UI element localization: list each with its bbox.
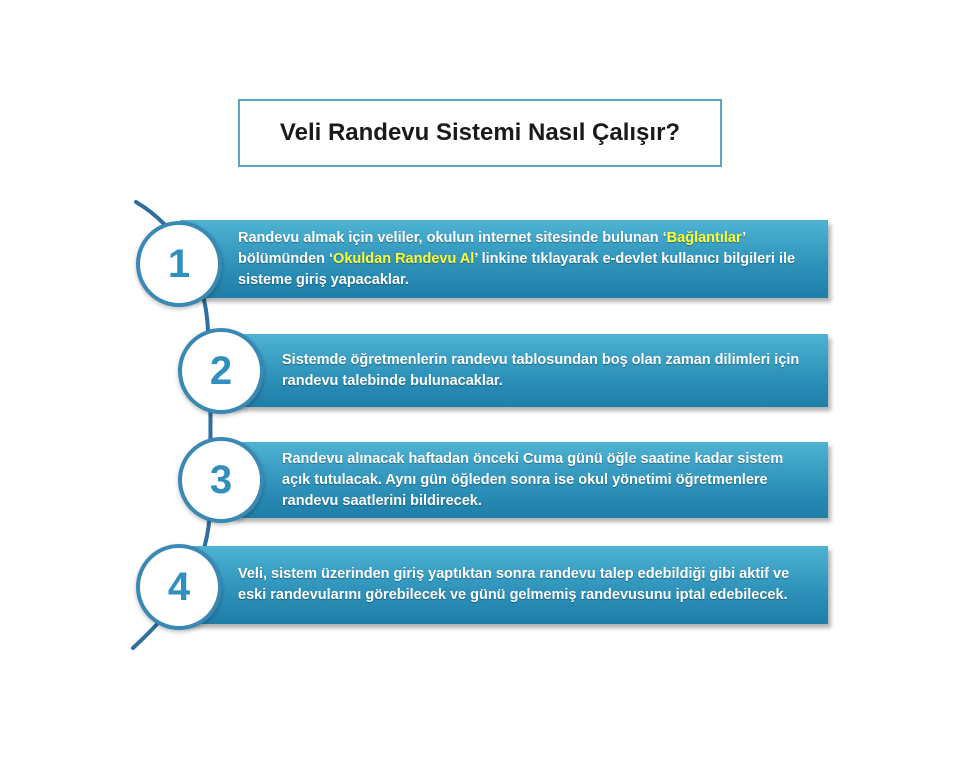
step-1-highlight-baglantilar: Bağlantılar: [666, 229, 743, 246]
step-text-4: [238, 564, 814, 606]
step-text-1: [238, 228, 816, 291]
step-bar-4: [180, 546, 828, 624]
step-text-2: [282, 350, 814, 392]
step-number-2: 2: [209, 348, 233, 393]
step-bar-3: [232, 442, 828, 518]
step-circle-4: [136, 544, 222, 630]
step-circle-2: [178, 328, 264, 414]
step-bar-1: [180, 220, 828, 298]
step-number-3: 3: [209, 457, 233, 502]
step-1-text-a: Randevu almak için veliler, okulun internet sitesinde bulunan ‘: [238, 229, 667, 246]
step-bar-2: [232, 334, 828, 407]
step-3-text: Randevu alınacak haftadan önceki Cuma günü öğle saatine kadar sistem açık tutulacak. Aynı gün öğleden sonra ise okul yönetimi öğretmenlere randevu saatlerini bildirecek.: [282, 450, 784, 509]
diagram-title: Veli Randevu Sistemi Nasıl Çalışır?: [279, 119, 681, 146]
step-1-highlight-okuldan-randevu-al: Okuldan Randevu Al: [333, 250, 475, 267]
step-text-3: [282, 449, 814, 512]
step-circle-3: [178, 437, 264, 523]
step-1-text-b: ’ bölümünden ‘: [238, 229, 746, 267]
step-2-text: Sistemde öğretmenlerin randevu tablosundan boş olan zaman dilimleri için randevu talebinde bulunacaklar.: [282, 351, 800, 389]
step-1-text-c: ’ linkine tıklayarak e-devlet kullanıcı bilgileri ile sisteme giriş yapacaklar.: [238, 250, 796, 288]
step-circle-1: [136, 221, 222, 307]
step-number-4: 4: [167, 564, 191, 609]
step-4-text: Veli, sistem üzerinden giriş yaptıktan sonra randevu talep edebildiği gibi aktif ve eski randevularını görebilecek ve günü gelmemiş randevusunu iptal edebilecek.: [238, 566, 790, 603]
step-number-1: 1: [167, 241, 191, 286]
